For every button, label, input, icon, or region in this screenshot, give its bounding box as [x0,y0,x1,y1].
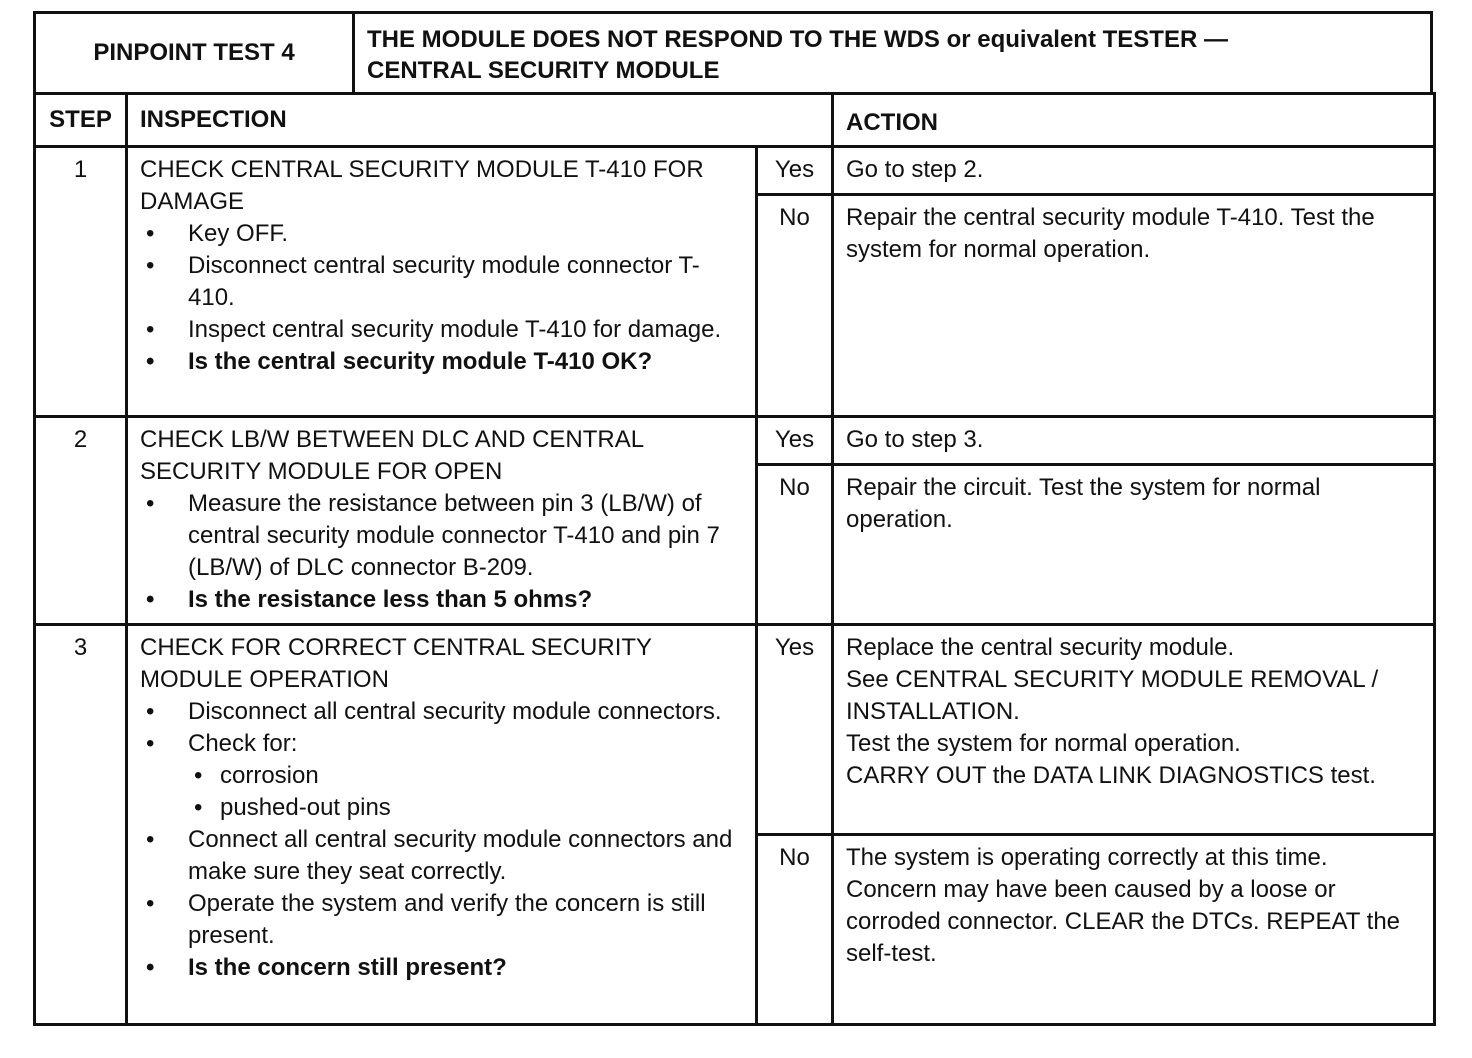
test-title-line-2: CENTRAL SECURITY MODULE [367,57,720,84]
step-3-question: • Is the concern still present? [140,952,745,984]
step-3-yes-action-line-4: CARRY OUT the DATA LINK DIAGNOSTICS test. [846,762,1376,789]
step-1-question: • Is the central security module T-410 OK? [140,346,745,378]
step-3-yes-action [833,625,1435,835]
step-3-yes-row [35,625,1435,835]
step-3-yes-action-line-2: See CENTRAL SECURITY MODULE REMOVAL / INSTALLATION. [846,666,1379,725]
step-1-bullet-3: • Inspect central security module T-410 for damage. [140,314,745,346]
step-3-inspection [127,625,757,1025]
step-2-no-action: Repair the circuit. Test the system for normal operation. [833,465,1435,625]
step-1-yes-action: Go to step 2. [833,147,1435,195]
step-column-header: STEP [35,94,127,147]
pinpoint-test-sheet [33,11,1433,1026]
column-header-row [35,94,1435,147]
step-3-bullet-2 [140,728,745,824]
step-3-title: CHECK FOR CORRECT CENTRAL SECURITY MODULE OPERATION [140,634,652,693]
step-2-no-label: No [757,465,833,625]
step-1-yes-label: Yes [757,147,833,195]
step-2-number: 2 [35,417,127,625]
step-3-bullet-2-text: Check for: [188,730,298,757]
test-title-line-1: THE MODULE DOES NOT RESPOND TO THE WDS or equivalent TESTER — [367,26,1228,53]
step-2-question: • Is the resistance less than 5 ohms? [140,584,745,616]
step-2-inspection [127,417,757,625]
test-header [33,11,1433,95]
step-1-yes-row [35,147,1435,195]
step-3-bullets [140,696,745,984]
step-3-yes-action-line-1: Replace the central security module. [846,634,1235,661]
step-3-bullet-4: • Operate the system and verify the concern is still present. [140,888,745,952]
step-2-bullet-1: • Measure the resistance between pin 3 (LB/W) of central security module connector T-410 and pin 7 (LB/W) of DLC connector B-209. [140,488,745,584]
step-1-bullets [140,218,745,378]
step-3-sub-bullet-1: • corrosion [188,760,745,792]
action-column-header: ACTION [833,94,1435,147]
step-1-bullet-2: • Disconnect central security module connector T-410. [140,250,745,314]
step-3-yes-label: Yes [757,625,833,835]
pinpoint-table [33,92,1436,1026]
step-3-no-label: No [757,835,833,1025]
step-3-sub-bullet-2: • pushed-out pins [188,792,745,824]
test-title [355,14,1430,92]
step-1-no-action: Repair the central security module T-410. Test the system for normal operation. [833,195,1435,417]
step-2-yes-label: Yes [757,417,833,465]
step-2-yes-action: Go to step 3. [833,417,1435,465]
step-3-bullet-1: • Disconnect all central security module connectors. [140,696,745,728]
step-3-no-action: The system is operating correctly at this time. Concern may have been caused by a loose or corroded connector. CLEAR the DTCs. REPEAT the self-test. [833,835,1435,1025]
step-1-number: 1 [35,147,127,417]
step-1-no-label: No [757,195,833,417]
step-2-title: CHECK LB/W BETWEEN DLC AND CENTRAL SECURITY MODULE FOR OPEN [140,426,644,485]
step-3-yes-action-line-3: Test the system for normal operation. [846,730,1241,757]
step-1-inspection [127,147,757,417]
step-2-yes-row [35,417,1435,465]
step-1-title: CHECK CENTRAL SECURITY MODULE T-410 FOR DAMAGE [140,156,704,215]
step-3-sub-bullets [188,760,745,824]
inspection-column-header: INSPECTION [127,94,833,147]
test-label: PINPOINT TEST 4 [36,14,355,92]
step-3-number: 3 [35,625,127,1025]
step-1-bullet-1: • Key OFF. [140,218,745,250]
step-2-bullets [140,488,745,616]
step-3-bullet-3: • Connect all central security module connectors and make sure they seat correctly. [140,824,745,888]
